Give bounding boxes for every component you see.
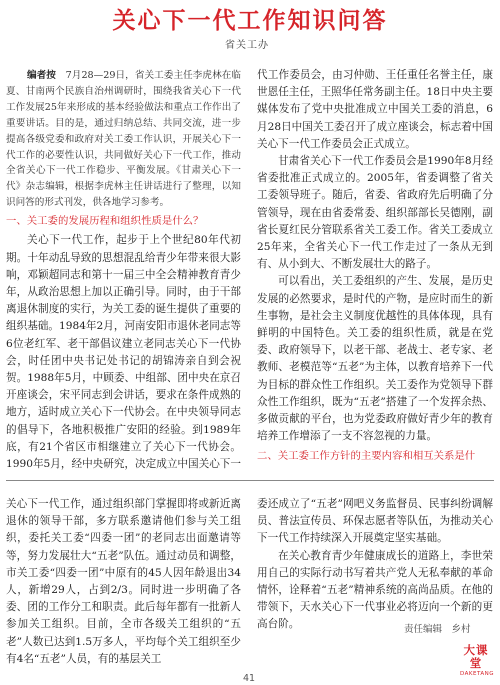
section-1-heading: 一、关工委的发展历程和组织性质是什么？ — [6, 215, 204, 228]
page-title: 关心下一代工作知识问答 — [112, 8, 388, 34]
section-1-paragraph-2: 甘肃省关心下一代工作委员会是1990年8月经省委批准正式成立的。2005年，省委调整了省关工委领导班子。随后，省委、省政府先后明确了分管领导，现在由省委常委、组织部部长吴德刚，副省长夏红民分管联系省关工委工作。省关工委成立25年来，全省关心下一代工作走过了一条从无到有、从小到大、不断发展壮大的路子。 — [257, 155, 493, 271]
daketang-logo — [460, 643, 495, 678]
logo-sub-text: DAKETANG — [460, 671, 495, 677]
section-1-paragraph-1: 关心下一代工作，起步于上个世纪80年代初期。十年动乱导致的思想混乱给青少年带来很大影响，邓颖超同志和第十一届三中全会精神教育青少年，从政治思想上加以正确引导。同时，由于干部离退休制度的实行，为关工委的诞生提供了重要的组织基础。1984年2月，河南安阳市退休老同志等6位老红军、老干部倡议建立老同志关心下一代协会，时任团中央书记处书记的胡锦涛亲自到会祝贺。1988年5月，中顾委、中组部、团中央在京召开座谈会，宋平同志到会讲话，要求在条件成熟的地方，适时成立关心下一代协会。在中央领导同志的倡导下，各地积极推广安阳的经验。到1989年底，有21个省区市相继建立了关心下一代协会。1990年5月，经中央研究，决定成立中国关心下一 — [6, 234, 241, 470]
author-byline: 省关工办 — [225, 40, 269, 51]
left-column-top — [6, 68, 241, 473]
logo-main-text: 大课堂 — [463, 643, 489, 670]
section-divider — [6, 480, 494, 481]
lower-article-left-text: 关心下一代工作，通过组织部门掌握即将或新近离退休的领导干部，多方联系邀请他们参与关工组织，委托关工委“四委一团”的老同志出面邀请等等，努力发展壮大“五老”队伍。通过动员和调整，市关工委“四委一团”中原有的45人因年龄退出34人，新增29人，占到2/3。同时进一步明确了各委、团的工作分工和职责。此后每年都有一批新人参加关工组织。目前，全市各级关工组织的“五老”人数已达到1.5万多人，平均每个关工组织至少有4名“五老”人员，有的基层关工 — [6, 498, 241, 665]
responsible-editor: 责任编辑 乡村 — [404, 624, 471, 635]
right-column-bottom — [257, 496, 493, 634]
lower-article-right-text: 委还成立了“五老”网吧义务监督员、民事纠纷调解员、普法宣传员、环保志愿者等队伍，为推动关心下一代工作持续深入开展奠定坚实基础。 — [257, 498, 493, 545]
page-number: 41 — [243, 673, 256, 684]
right-column-top — [257, 67, 493, 468]
editor-note — [6, 68, 241, 211]
section-2-heading: 二、关工委工作方针的主要内容和相互关系是什 — [257, 450, 476, 463]
section-1-paragraph-3: 可以看出，关工委组织的产生、发展，是历史发展的必然要求，是时代的产物，是应时而生的新生事物，是社会主义制度优越性的具体体现，具有鲜明的中国特色。关工委的组织性质，就是在党委、政府领导下，以老干部、老战士、老专家、老教师、老模范等“五老”为主体，以教育培养下一代为目标的群众性工作组织。关工委作为党领导下群众性工作组织，既为“五老”搭建了一个发挥余热、多做贡献的平台，也为党委政府做好青少年的教育培养工作增添了一支不容忽视的力量。 — [257, 275, 493, 443]
left-column-bottom — [6, 496, 241, 668]
editor-note-text: 7月28—29日，省关工委主任李虎林在临夏、甘南两个民族自治州调研时，围绕我省关心下一代工作发展25年来形成的基本经验做法和重点工作作出了重要讲话。目的是，通过归纳总结、共同交流，进一步提高各级党委和政府对关工委工作认识，开展关心下一代工作的必要性认识，共同做好关心下一代工作，推动全省关心下一代工作稳步、平衡发展。《甘肃关心下一代》杂志编辑，根据李虎林主任讲话进行了整理，以知识问答的形式刊发，供各地学习参考。 — [6, 70, 241, 209]
lower-article-right-text-2: 在关心教育青少年健康成长的道路上，李世荣用自己的实际行动书写着共产党人无私奉献的革命情怀，诠释着“五老”精神系统的高尚品质。在他的带领下，天水关心下一代事业必将迈向一个新的更高台阶。 — [257, 549, 493, 631]
editor-note-lead: 编者按 — [27, 70, 56, 81]
section-1-paragraph-1-continued: 代工作委员会，由习仲勋、王任重任名誉主任，康世恩任主任，王照华任常务副主任。18日中央主要媒体发布了党中央批准成立中国关工委的消息，6月28日中国关工委召开了成立座谈会，标志着中国关心下一代工作委员会正式成立。 — [257, 69, 493, 150]
